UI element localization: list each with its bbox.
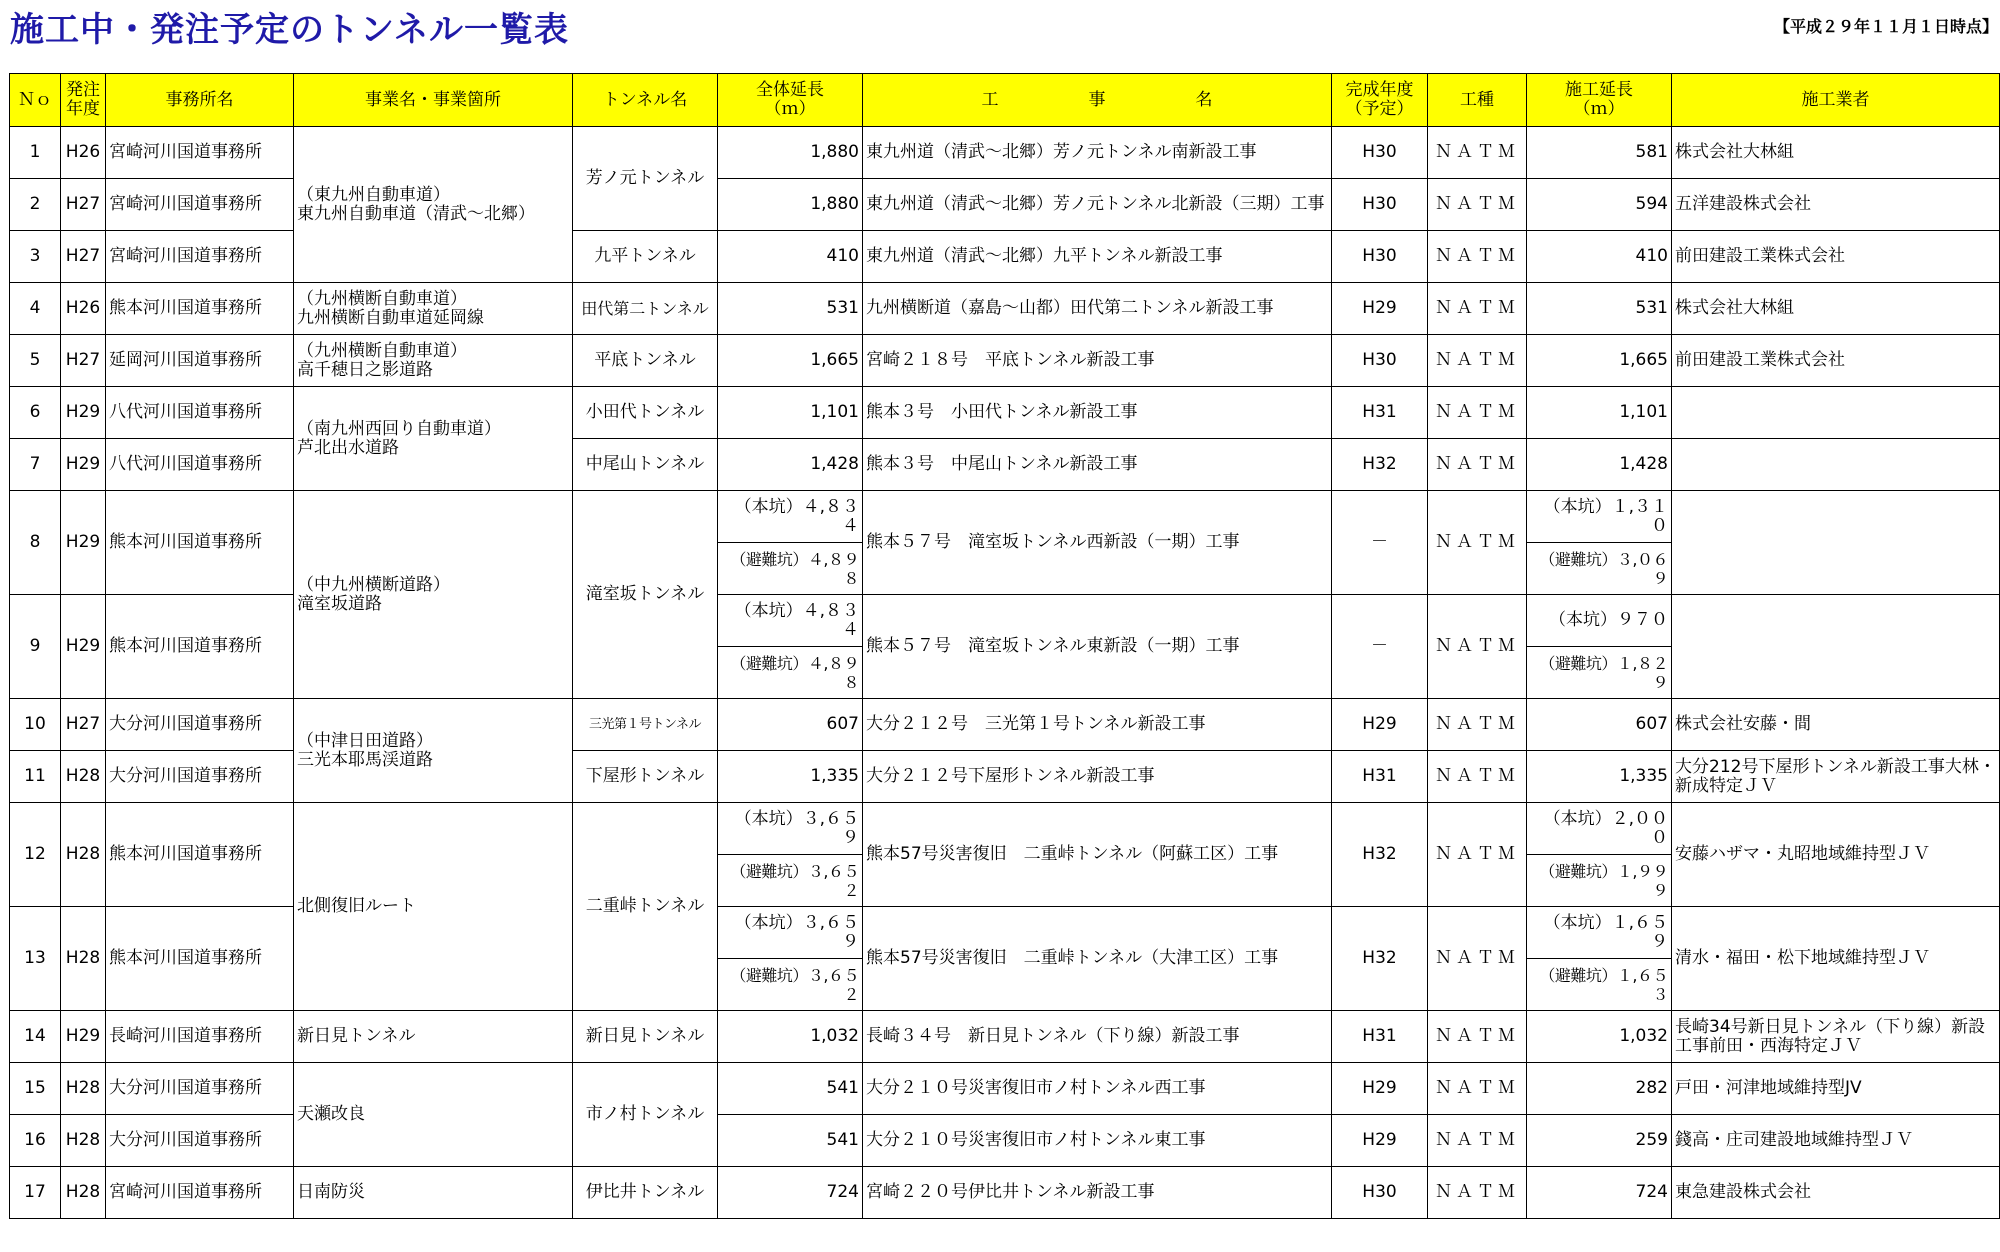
cell-construct-length: 1,335: [1527, 751, 1672, 803]
cell-tunnel: 九平トンネル: [573, 231, 718, 283]
cell-method: ＮＡＴＭ: [1428, 1011, 1527, 1063]
cell-total-length-main: （本坑）４,８３４: [718, 491, 863, 543]
page-title: 施工中・発注予定のトンネル一覧表: [10, 10, 569, 50]
cell-year: H26: [61, 127, 106, 179]
cell-work-name: 九州横断道（嘉島～山都）田代第二トンネル新設工事: [863, 283, 1332, 335]
cell-year: H26: [61, 283, 106, 335]
cell-no: 9: [10, 595, 61, 699]
cell-completion: H29: [1332, 1063, 1428, 1115]
cell-no: 8: [10, 491, 61, 595]
cell-no: 11: [10, 751, 61, 803]
cell-tunnel: 伊比井トンネル: [573, 1167, 718, 1219]
header-work-name: 工 事 名: [863, 74, 1332, 127]
cell-office: 熊本河川国道事務所: [106, 803, 294, 907]
cell-construct-length: 581: [1527, 127, 1672, 179]
cell-construct-length-evac: （避難坑）３,０６９: [1527, 543, 1672, 595]
cell-year: H29: [61, 595, 106, 699]
cell-project: 日南防災: [294, 1167, 573, 1219]
cell-construct-length: 282: [1527, 1063, 1672, 1115]
cell-total-length: 1,665: [718, 335, 863, 387]
cell-work-name: 東九州道（清武～北郷）芳ノ元トンネル南新設工事: [863, 127, 1332, 179]
cell-method: ＮＡＴＭ: [1428, 127, 1527, 179]
cell-work-name: 東九州道（清武～北郷）芳ノ元トンネル北新設（三期）工事: [863, 179, 1332, 231]
cell-method: ＮＡＴＭ: [1428, 491, 1527, 595]
cell-office: 延岡河川国道事務所: [106, 335, 294, 387]
cell-method: ＮＡＴＭ: [1428, 699, 1527, 751]
cell-work-name: 熊本５７号 滝室坂トンネル西新設（一期）工事: [863, 491, 1332, 595]
cell-method: ＮＡＴＭ: [1428, 595, 1527, 699]
cell-year: H28: [61, 751, 106, 803]
cell-total-length: 531: [718, 283, 863, 335]
cell-total-length-main: （本坑）４,８３４: [718, 595, 863, 647]
cell-work-name: 宮崎２２０号伊比井トンネル新設工事: [863, 1167, 1332, 1219]
cell-total-length: 541: [718, 1063, 863, 1115]
cell-project: （中津日田道路） 三光本耶馬渓道路: [294, 699, 573, 803]
cell-construct-length-main: （本坑）９７０: [1527, 595, 1672, 647]
cell-method: ＮＡＴＭ: [1428, 803, 1527, 907]
cell-no: 3: [10, 231, 61, 283]
cell-year: H29: [61, 491, 106, 595]
header-order-year: 発注 年度: [61, 74, 106, 127]
table-row: [10, 1167, 2000, 1219]
cell-project: （九州横断自動車道） 高千穂日之影道路: [294, 335, 573, 387]
header-method: 工種: [1428, 74, 1527, 127]
cell-completion: H31: [1332, 751, 1428, 803]
cell-completion: H32: [1332, 803, 1428, 907]
cell-construct-length-evac: （避難坑）１,９９９: [1527, 855, 1672, 907]
cell-project: 北側復旧ルート: [294, 803, 573, 1011]
cell-year: H28: [61, 1063, 106, 1115]
cell-office: 八代河川国道事務所: [106, 387, 294, 439]
cell-contractor: 株式会社安藤・間: [1672, 699, 2000, 751]
cell-office: 宮崎河川国道事務所: [106, 179, 294, 231]
cell-method: ＮＡＴＭ: [1428, 231, 1527, 283]
cell-construct-length: 594: [1527, 179, 1672, 231]
cell-construct-length: 724: [1527, 1167, 1672, 1219]
cell-completion: H31: [1332, 387, 1428, 439]
cell-method: ＮＡＴＭ: [1428, 439, 1527, 491]
cell-construct-length: 1,101: [1527, 387, 1672, 439]
cell-no: 5: [10, 335, 61, 387]
cell-contractor: [1672, 595, 2000, 699]
cell-tunnel: 田代第二トンネル: [573, 283, 718, 335]
cell-method: ＮＡＴＭ: [1428, 1167, 1527, 1219]
cell-year: H27: [61, 231, 106, 283]
cell-year: H28: [61, 907, 106, 1011]
header-tunnel: トンネル名: [573, 74, 718, 127]
cell-completion: H32: [1332, 907, 1428, 1011]
cell-no: 2: [10, 179, 61, 231]
cell-office: 大分河川国道事務所: [106, 751, 294, 803]
cell-completion: H30: [1332, 231, 1428, 283]
table-row: [10, 387, 2000, 439]
cell-year: H29: [61, 1011, 106, 1063]
header-office: 事務所名: [106, 74, 294, 127]
cell-completion: H30: [1332, 179, 1428, 231]
cell-office: 熊本河川国道事務所: [106, 907, 294, 1011]
cell-total-length-main: （本坑）３,６５９: [718, 803, 863, 855]
cell-total-length: 607: [718, 699, 863, 751]
cell-contractor: 長崎34号新日見トンネル（下り線）新設工事前田・西海特定ＪＶ: [1672, 1011, 2000, 1063]
cell-no: 13: [10, 907, 61, 1011]
cell-total-length-evac: （避難坑）３,６５２: [718, 959, 863, 1011]
cell-total-length-main: （本坑）３,６５９: [718, 907, 863, 959]
cell-office: 宮崎河川国道事務所: [106, 1167, 294, 1219]
cell-total-length: 410: [718, 231, 863, 283]
table-row: [10, 803, 2000, 855]
cell-work-name: 熊本57号災害復旧 二重峠トンネル（阿蘇工区）工事: [863, 803, 1332, 907]
cell-contractor: 大分212号下屋形トンネル新設工事大林・新成特定ＪＶ: [1672, 751, 2000, 803]
cell-work-name: 大分２１２号 三光第１号トンネル新設工事: [863, 699, 1332, 751]
cell-year: H27: [61, 179, 106, 231]
cell-office: 八代河川国道事務所: [106, 439, 294, 491]
cell-construct-length-evac: （避難坑）１,６５３: [1527, 959, 1672, 1011]
cell-completion: －: [1332, 595, 1428, 699]
cell-total-length-evac: （避難坑）３,６５２: [718, 855, 863, 907]
header-project: 事業名・事業箇所: [294, 74, 573, 127]
cell-year: H27: [61, 699, 106, 751]
cell-no: 1: [10, 127, 61, 179]
cell-total-length-evac: （避難坑）４,８９８: [718, 543, 863, 595]
header-no: Ｎｏ: [10, 74, 61, 127]
table-row: [10, 491, 2000, 543]
cell-method: ＮＡＴＭ: [1428, 751, 1527, 803]
cell-contractor: 戸田・河津地域維持型JV: [1672, 1063, 2000, 1115]
cell-project: （中九州横断道路） 滝室坂道路: [294, 491, 573, 699]
cell-method: ＮＡＴＭ: [1428, 1115, 1527, 1167]
cell-total-length: 1,335: [718, 751, 863, 803]
cell-contractor: 前田建設工業株式会社: [1672, 231, 2000, 283]
cell-contractor: 前田建設工業株式会社: [1672, 335, 2000, 387]
cell-construct-length-main: （本坑）２,０００: [1527, 803, 1672, 855]
cell-total-length: 1,880: [718, 127, 863, 179]
cell-project: 新日見トンネル: [294, 1011, 573, 1063]
cell-tunnel: 芳ノ元トンネル: [573, 127, 718, 231]
cell-construct-length: 1,665: [1527, 335, 1672, 387]
cell-completion: H32: [1332, 439, 1428, 491]
cell-completion: H31: [1332, 1011, 1428, 1063]
cell-office: 大分河川国道事務所: [106, 1063, 294, 1115]
cell-completion: －: [1332, 491, 1428, 595]
cell-tunnel: 中尾山トンネル: [573, 439, 718, 491]
table-row: [10, 699, 2000, 751]
cell-no: 12: [10, 803, 61, 907]
cell-method: ＮＡＴＭ: [1428, 179, 1527, 231]
header-total-length: 全体延長 （ｍ）: [718, 74, 863, 127]
cell-no: 6: [10, 387, 61, 439]
cell-work-name: 宮崎２１８号 平底トンネル新設工事: [863, 335, 1332, 387]
cell-office: 大分河川国道事務所: [106, 699, 294, 751]
cell-total-length: 1,101: [718, 387, 863, 439]
cell-method: ＮＡＴＭ: [1428, 1063, 1527, 1115]
cell-no: 16: [10, 1115, 61, 1167]
cell-method: ＮＡＴＭ: [1428, 907, 1527, 1011]
header-completion: 完成年度 （予定）: [1332, 74, 1428, 127]
cell-tunnel: 平底トンネル: [573, 335, 718, 387]
cell-construct-length-main: （本坑）１,６５９: [1527, 907, 1672, 959]
cell-year: H29: [61, 387, 106, 439]
cell-office: 長崎河川国道事務所: [106, 1011, 294, 1063]
cell-office: 熊本河川国道事務所: [106, 491, 294, 595]
cell-project: （九州横断自動車道） 九州横断自動車道延岡線: [294, 283, 573, 335]
table-row: [10, 1063, 2000, 1115]
cell-work-name: 東九州道（清武～北郷）九平トンネル新設工事: [863, 231, 1332, 283]
cell-method: ＮＡＴＭ: [1428, 387, 1527, 439]
cell-office: 大分河川国道事務所: [106, 1115, 294, 1167]
cell-work-name: 熊本３号 小田代トンネル新設工事: [863, 387, 1332, 439]
cell-construct-length: 1,032: [1527, 1011, 1672, 1063]
cell-total-length: 1,428: [718, 439, 863, 491]
cell-no: 4: [10, 283, 61, 335]
cell-contractor: [1672, 387, 2000, 439]
cell-work-name: 大分２１０号災害復旧市ノ村トンネル西工事: [863, 1063, 1332, 1115]
cell-work-name: 長崎３４号 新日見トンネル（下り線）新設工事: [863, 1011, 1332, 1063]
cell-method: ＮＡＴＭ: [1428, 335, 1527, 387]
cell-contractor: 株式会社大林組: [1672, 127, 2000, 179]
cell-tunnel: 下屋形トンネル: [573, 751, 718, 803]
cell-construct-length: 259: [1527, 1115, 1672, 1167]
cell-total-length: 724: [718, 1167, 863, 1219]
header-contractor: 施工業者: [1672, 74, 2000, 127]
cell-year: H28: [61, 1167, 106, 1219]
cell-total-length: 1,880: [718, 179, 863, 231]
cell-project: （南九州西回り自動車道） 芦北出水道路: [294, 387, 573, 491]
cell-contractor: 東急建設株式会社: [1672, 1167, 2000, 1219]
cell-construct-length-main: （本坑）１,３１０: [1527, 491, 1672, 543]
cell-work-name: 大分２１２号下屋形トンネル新設工事: [863, 751, 1332, 803]
cell-contractor: 安藤ハザマ・丸昭地域維持型ＪＶ: [1672, 803, 2000, 907]
cell-office: 熊本河川国道事務所: [106, 595, 294, 699]
cell-tunnel: 三光第１号トンネル: [573, 699, 718, 751]
cell-contractor: 五洋建設株式会社: [1672, 179, 2000, 231]
cell-contractor: 錢高・庄司建設地域維持型ＪＶ: [1672, 1115, 2000, 1167]
cell-completion: H30: [1332, 127, 1428, 179]
cell-no: 17: [10, 1167, 61, 1219]
cell-completion: H29: [1332, 1115, 1428, 1167]
cell-tunnel: 小田代トンネル: [573, 387, 718, 439]
cell-no: 7: [10, 439, 61, 491]
cell-office: 宮崎河川国道事務所: [106, 127, 294, 179]
header-row: [10, 74, 2000, 127]
cell-work-name: 熊本57号災害復旧 二重峠トンネル（大津工区）工事: [863, 907, 1332, 1011]
cell-completion: H30: [1332, 335, 1428, 387]
table-row: [10, 335, 2000, 387]
table-row: [10, 283, 2000, 335]
cell-tunnel: 新日見トンネル: [573, 1011, 718, 1063]
cell-method: ＮＡＴＭ: [1428, 283, 1527, 335]
cell-office: 熊本河川国道事務所: [106, 283, 294, 335]
cell-work-name: 熊本３号 中尾山トンネル新設工事: [863, 439, 1332, 491]
header-construct-length: 施工延長 （ｍ）: [1527, 74, 1672, 127]
cell-construct-length: 1,428: [1527, 439, 1672, 491]
cell-project: （東九州自動車道） 東九州自動車道（清武～北郷）: [294, 127, 573, 283]
cell-construct-length: 531: [1527, 283, 1672, 335]
cell-contractor: 清水・福田・松下地域維持型ＪＶ: [1672, 907, 2000, 1011]
cell-no: 15: [10, 1063, 61, 1115]
cell-total-length: 541: [718, 1115, 863, 1167]
cell-office: 宮崎河川国道事務所: [106, 231, 294, 283]
cell-no: 10: [10, 699, 61, 751]
cell-completion: H30: [1332, 1167, 1428, 1219]
table-row: [10, 1011, 2000, 1063]
cell-work-name: 熊本５７号 滝室坂トンネル東新設（一期）工事: [863, 595, 1332, 699]
cell-tunnel: 二重峠トンネル: [573, 803, 718, 1011]
cell-tunnel: 滝室坂トンネル: [573, 491, 718, 699]
cell-contractor: [1672, 439, 2000, 491]
cell-year: H28: [61, 803, 106, 907]
cell-no: 14: [10, 1011, 61, 1063]
cell-completion: H29: [1332, 283, 1428, 335]
cell-project: 天瀬改良: [294, 1063, 573, 1167]
cell-total-length-evac: （避難坑）４,８９８: [718, 647, 863, 699]
table-row: [10, 127, 2000, 179]
cell-construct-length-evac: （避難坑）１,８２９: [1527, 647, 1672, 699]
cell-year: H27: [61, 335, 106, 387]
cell-construct-length: 410: [1527, 231, 1672, 283]
as-of-date: 【平成２９年１１月１日時点】: [1773, 17, 1998, 36]
cell-completion: H29: [1332, 699, 1428, 751]
cell-work-name: 大分２１０号災害復旧市ノ村トンネル東工事: [863, 1115, 1332, 1167]
cell-contractor: 株式会社大林組: [1672, 283, 2000, 335]
tunnel-table: [9, 73, 2000, 1219]
cell-year: H29: [61, 439, 106, 491]
cell-construct-length: 607: [1527, 699, 1672, 751]
cell-contractor: [1672, 491, 2000, 595]
cell-total-length: 1,032: [718, 1011, 863, 1063]
cell-year: H28: [61, 1115, 106, 1167]
cell-tunnel: 市ノ村トンネル: [573, 1063, 718, 1167]
